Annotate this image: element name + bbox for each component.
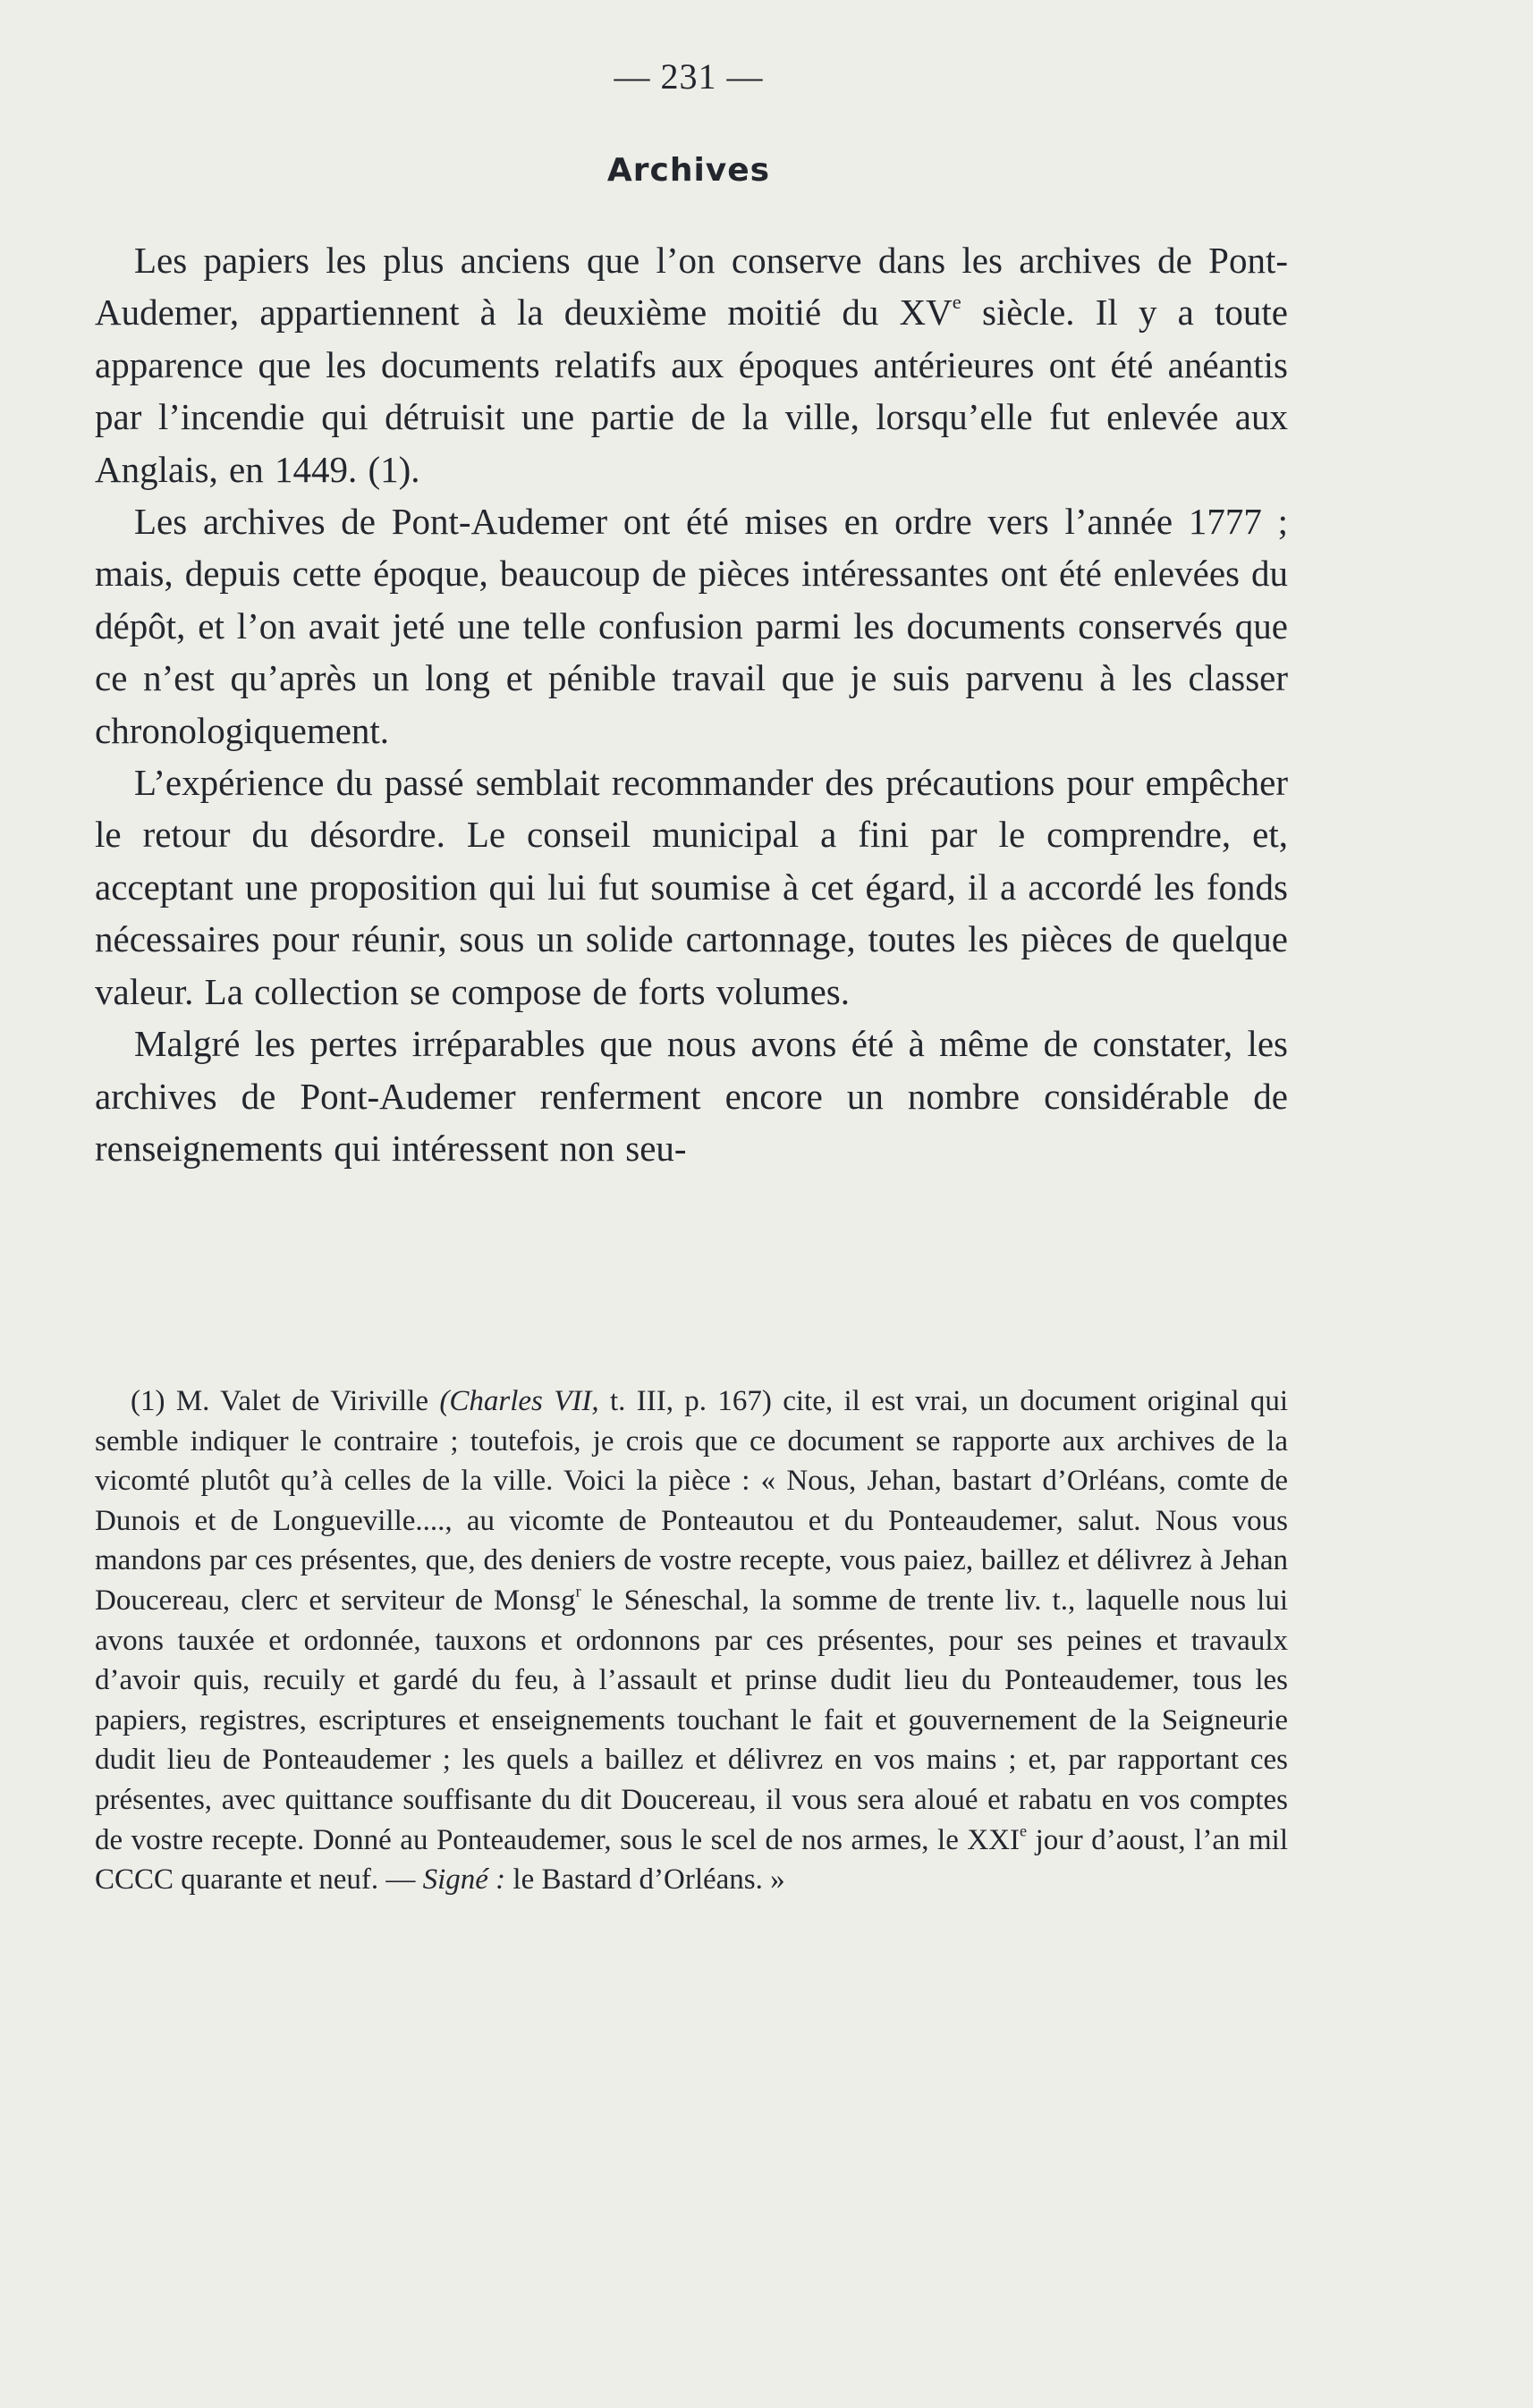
footnote-paragraph <box>95 1381 1288 1900</box>
section-heading: Archives <box>606 152 771 189</box>
paragraph-1-text-b: siècle. Il y a toute apparence que les documents relatifs aux époques antérieures ont été anéantis par l’incendie qui détruisit une partie de la ville, lorsqu’elle fut enlevée aux Anglais, en 1449. (1). <box>95 291 1288 490</box>
footnote-text-3: le Séneschal, la somme de trente liv. t., laquelle nous lui avons tauxée et ordonnée, tauxons et ordonnons par ces présentes, pour ses peines et travaulx d’avoir quis, recuily et gardé du feu, à l’assault et prinse dudit lieu du Ponteaudemer, tous les papiers, registres, escriptures et enseignements touchant le fait et gouvernement de la Seigneurie dudit lieu de Ponteaudemer ; les quels a baillez et délivrez en vos mains ; et, par rapportant ces présentes, avec quittance souffisante du dit Doucereau, il vous sera aloué et rabatu en vos comptes de vostre recepte. Donné au Ponteaudemer, sous le scel de nos armes, le XXI <box>95 1584 1289 1856</box>
footnote-signed: Signé : <box>422 1863 506 1897</box>
footnote-text-5: le Bastard d’Orléans. » <box>505 1863 785 1897</box>
footnote-citation: (Charles VII, <box>439 1385 599 1417</box>
footnote-text-1: (1) M. Valet de Viriville <box>131 1385 440 1417</box>
paragraph-2: Les archives de Pont-Audemer ont été mises en ordre vers l’année 1777 ; mais, depuis cette époque, beaucoup de pièces intéressantes ont été enlevées du dépôt, et l’on avait jeté une telle confusion parmi les documents conservés que ce n’est qu’après un long et pénible travail que je suis parvenu à les classer chronologiquement. <box>95 501 1288 751</box>
footnote <box>95 1381 1288 1900</box>
body-text <box>95 234 1288 1174</box>
footnote-superscript-r: r <box>575 1582 581 1601</box>
footnote-text-2: t. III, p. 167) cite, il est vrai, un document original qui semble indiquer le contraire ; toutefois, je crois que ce document se rapporte aux archives de la vicomté plutôt qu’à celles de la ville. Voici la pièce : « Nous, Jehan, bastart d’Orléans, comte de Dunois et de Longueville...., au vicomte de Ponteautou et du Ponteaudemer, salut. Nous vous mandons par ces présentes, que, des deniers de vostre recepte, vous paiez, baillez et délivrez à Jehan Doucereau, clerc et serviteur de Monsg <box>95 1385 1288 1617</box>
century-superscript: e <box>952 291 961 314</box>
paragraph-1 <box>95 234 1288 495</box>
paragraph-3: L’expérience du passé semblait recommander des précautions pour empêcher le retour du désordre. Le conseil municipal a fini par le comprendre, et, acceptant une proposition qui lui fut soumise à cet égard, il a accordé les fonds nécessaires pour réunir, sous un solide cartonnage, toutes les pièces de quelque valeur. La collection se compose de forts volumes. <box>95 762 1288 1012</box>
page-number: — 231 — <box>614 56 764 97</box>
paragraph-1-text-a: Les papiers les plus anciens que l’on conserve dans les archives de Pont-Audemer, appartiennent à la deuxième moitié du XV <box>95 240 1288 334</box>
footnote-text-4: jour d’aoust, l’an mil CCCC quarante et neuf. — <box>95 1823 1288 1897</box>
paragraph-4: Malgré les pertes irréparables que nous avons été à même de constater, les archives de Pont-Audemer renferment encore un nombre considérable de renseignements qui intéressent non seu- <box>95 1023 1288 1169</box>
footnote-superscript-e: e <box>1020 1821 1028 1840</box>
